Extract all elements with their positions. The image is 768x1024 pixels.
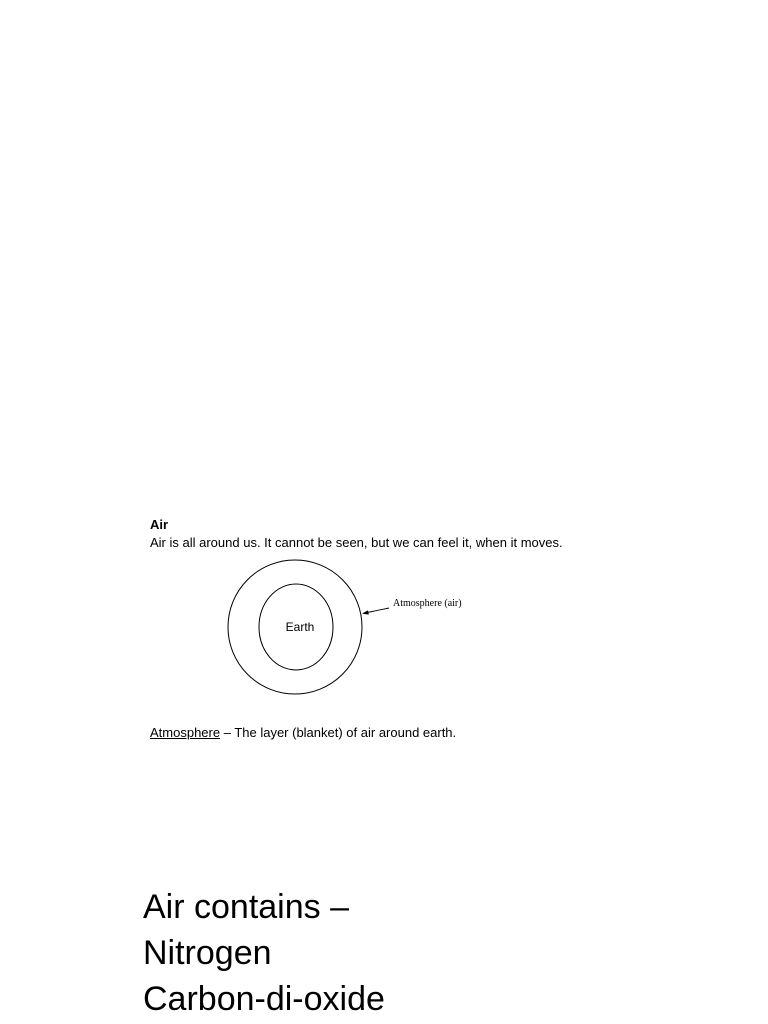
intro-paragraph: Air is all around us. It cannot be seen, but we can feel it, when it moves. — [150, 535, 563, 550]
definition-term: Atmosphere — [150, 725, 221, 740]
list-item: Nitrogen — [143, 934, 272, 972]
list-item: Air contains – — [143, 888, 349, 926]
diagram-drawing — [220, 552, 490, 702]
pointer-arrow-line — [365, 608, 389, 613]
atmosphere-label: Atmosphere (air) — [393, 598, 462, 609]
air-contents-list — [143, 884, 385, 1022]
definition-line — [150, 725, 456, 741]
section-heading: Air — [150, 517, 169, 532]
list-item: Carbon-di-oxide — [143, 980, 385, 1018]
earth-atmosphere-diagram — [220, 552, 490, 702]
earth-label: Earth — [285, 620, 315, 634]
pointer-arrow-head — [362, 610, 369, 614]
definition-text: – The layer (blanket) of air around earth. — [220, 725, 457, 740]
